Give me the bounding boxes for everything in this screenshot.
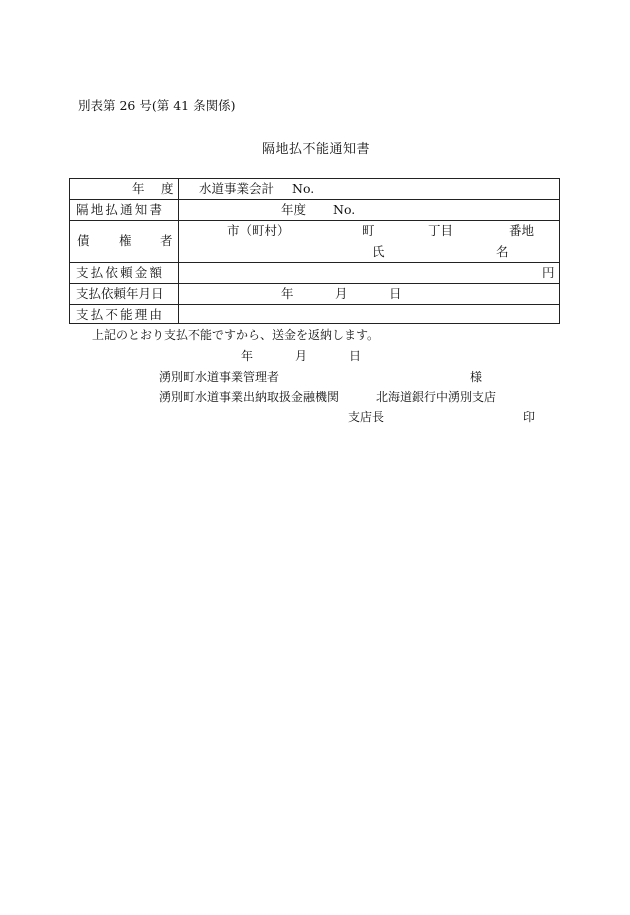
label-amount: 支払依頼金額 (76, 265, 165, 280)
footer-year-text: 年 (241, 349, 254, 363)
water-manager-text: 湧別町水道事業管理者 (159, 370, 280, 384)
row-divider (70, 304, 559, 305)
label-creditor-a: 債 (77, 233, 90, 248)
row-divider (70, 283, 559, 284)
row-divider (70, 220, 559, 221)
number-label: No. (292, 181, 315, 196)
document-title: 隔地払不能通知書 (262, 142, 371, 157)
column-divider (178, 179, 179, 323)
yen-unit: 円 (542, 265, 555, 280)
label-fiscal-year-b: 度 (161, 181, 174, 196)
label-request-date: 支払依頼年月日 (76, 286, 164, 301)
footer-day-text: 日 (349, 349, 362, 363)
request-year-text: 年 (281, 286, 294, 301)
label-creditor-b: 権 (119, 233, 132, 248)
water-account-text: 水道事業会計 (199, 181, 275, 196)
request-month-text: 月 (335, 286, 348, 301)
branch-manager-text: 支店長 (348, 410, 385, 424)
label-creditor-c: 者 (160, 233, 173, 248)
footer-month-text: 月 (295, 349, 308, 363)
label-fiscal-year-a: 年 (132, 181, 145, 196)
return-statement: 上記のとおり支払不能ですから、送金を返納します。 (92, 328, 380, 342)
city-text: 市（町村） (227, 223, 290, 238)
reference-line: 別表第 26 号(第 41 条関係) (78, 98, 236, 113)
chome-text: 丁目 (428, 223, 454, 238)
label-notice: 隔地払通知書 (76, 202, 165, 217)
seal-mark-text: 印 (523, 410, 536, 424)
request-day-text: 日 (389, 286, 402, 301)
row-divider (70, 199, 559, 200)
banchi-text: 番地 (509, 223, 535, 238)
name-label-b: 名 (496, 244, 509, 259)
notice-form-table (69, 178, 560, 324)
institution-text: 湧別町水道事業出納取扱金融機関 (159, 390, 340, 404)
honorific-sama: 様 (470, 370, 483, 384)
notice-number-label: No. (333, 202, 356, 217)
notice-year-text: 年度 (281, 202, 307, 217)
label-reason: 支払不能理由 (76, 307, 165, 322)
row-divider (70, 262, 559, 263)
name-label-a: 氏 (372, 244, 385, 259)
bank-name-text: 北海道銀行中湧別支店 (376, 390, 497, 404)
town-text: 町 (362, 223, 375, 238)
